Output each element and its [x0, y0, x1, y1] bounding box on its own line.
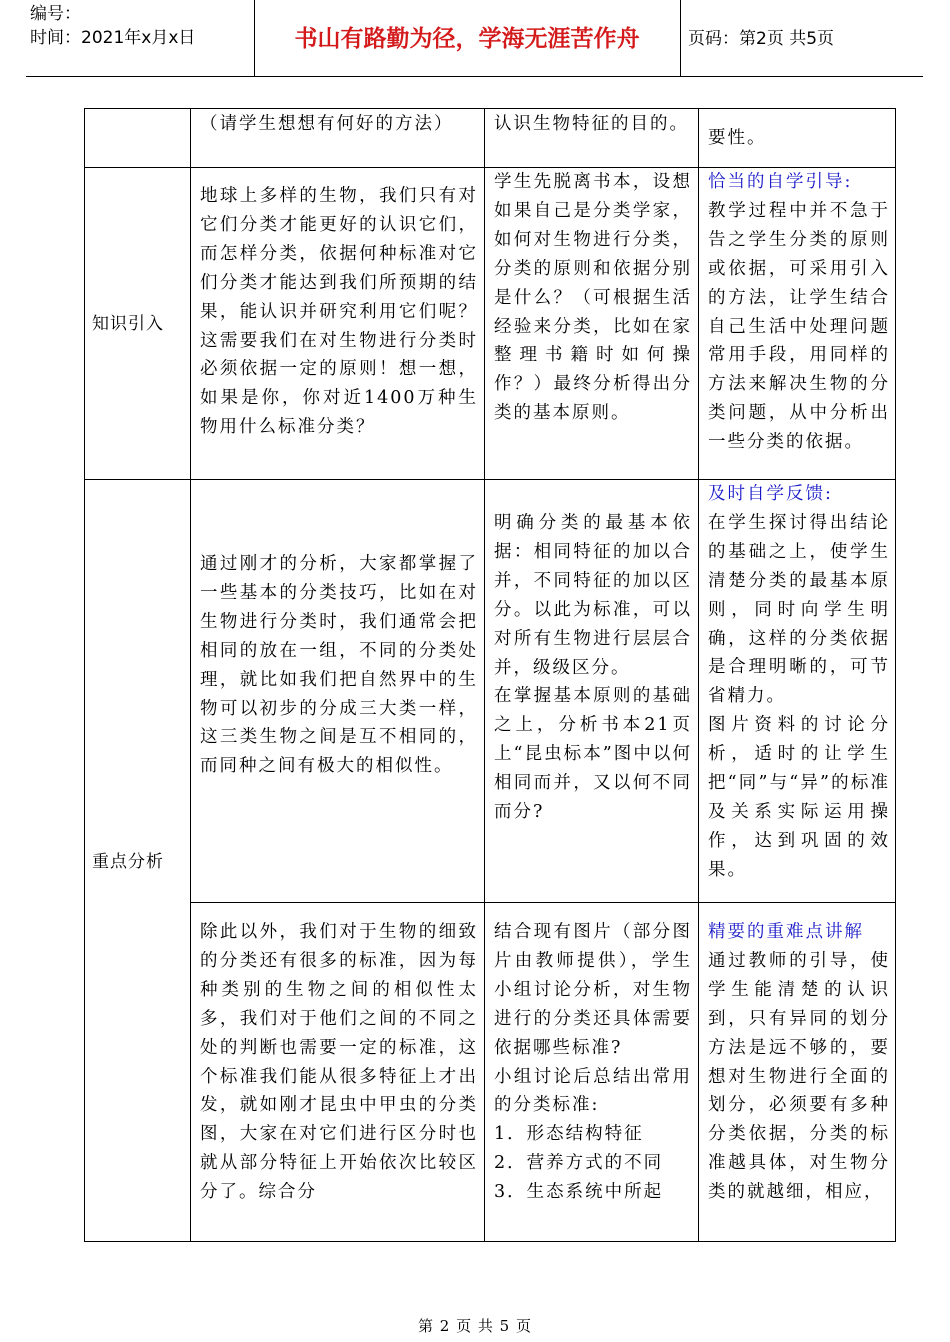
activity-focus-2-item-3: 3．生态系统中所起 — [494, 1182, 664, 1203]
cell-content-top: （请学生想想有何好的方法） — [200, 114, 454, 134]
cell-activity-top: 认识生物特征的目的。 — [494, 114, 689, 134]
lesson-plan-table — [84, 108, 896, 1242]
design-focus-1-para-1: 在学生探讨得出结论的基础之上，使学生清楚分类的最基本原则，同时向学生明确，这样的分类依据是合理明晰的，可节省精力。 — [708, 512, 890, 707]
row-label-intro: 知识引入 — [92, 314, 164, 334]
header-motto: 书山有路勤为径，学海无涯苦作舟 — [294, 26, 640, 52]
page-header — [26, 0, 923, 77]
design-focus-1-para-2: 图片资料的讨论分析，适时的让学生把“同”与“异”的标准及关系实际运用操作，达到巩固的效果。 — [708, 715, 890, 880]
header-page-info: 页码：第2页 共5页 — [688, 29, 835, 49]
design-text-intro: 教学过程中并不急于告之学生分类的原则或依据，可采用引入的方法，让学生结合自己生活中处理问题常用手段，用同样的方法来解决生物的分类问题，从中分析出一些分类的依据。 — [708, 200, 890, 453]
header-meta — [30, 2, 250, 50]
cell-activity-focus-2 — [494, 918, 692, 1236]
row-label-focus: 重点分析 — [92, 852, 164, 872]
column-divider — [698, 108, 699, 1242]
design-text-focus-2: 通过教师的引导，使学生能清楚的认识到，只有异同的划分方法是远不够的，要想对生物进行全面的划分，必须要有多种分类依据，分类的标准越具体，对生物分类的就越细，相应， — [708, 950, 890, 1203]
table-border-right — [895, 108, 896, 1242]
cell-activity-focus-1 — [494, 509, 692, 899]
activity-focus-1-para-2: 在掌握基本原则的基础之上，分析书本21页上“昆虫标本”图中以何相同而并，又以何不同而分? — [494, 686, 692, 823]
cell-content-intro: 地球上多样的生物，我们只有对它们分类才能更好的认识它们，而怎样分类，依据何种标准对它们分类才能达到我们所预期的结果，能认识并研究利用它们呢？这需要我们在对生物进行分类时必须依据一定的原则！想一想，如果是你，你对近1400万种生物用什么标准分类？ — [200, 186, 478, 438]
activity-focus-2-item-1: 1．形态结构特征 — [494, 1124, 644, 1145]
cell-design-top: 要性。 — [708, 128, 767, 148]
column-divider — [484, 108, 485, 1242]
table-border-bottom — [84, 1241, 896, 1242]
cell-content-focus-1: 通过刚才的分析，大家都掌握了一些基本的分类技巧，比如在对生物进行分类时，我们通常会把相同的放在一组，不同的分类处理，就比如我们把自然界中的生物可以初步的分成三大类一样，这三类生物之间是互不相同的，而同种之间有极大的相似性。 — [200, 554, 478, 777]
page-footer: 第 2 页 共 5 页 — [418, 1317, 532, 1335]
cell-design-focus-2 — [708, 918, 890, 1236]
activity-focus-2-item-2: 2．营养方式的不同 — [494, 1153, 664, 1174]
design-title-focus-2: 精要的重难点讲解 — [708, 922, 864, 942]
design-title-focus-1: 及时自学反馈: — [708, 484, 833, 504]
design-title-intro: 恰当的自学引导: — [708, 172, 853, 192]
activity-focus-2-para-2: 小组讨论后总结出常用的分类标准: — [494, 1066, 692, 1116]
row-divider — [190, 902, 896, 903]
document-number-label: 编号： — [30, 4, 81, 24]
document-time-label: 时间：2021年x月x日 — [30, 28, 196, 48]
column-divider — [190, 108, 191, 1242]
activity-focus-1-para-1: 明确分类的最基本依据：相同特征的加以合并，不同特征的加以区分。以此为标准，可以对所有生物进行层层合并，级级区分。 — [494, 513, 692, 678]
cell-content-focus-2: 除此以外，我们对于生物的细致的分类还有很多的标准，因为每种类别的生物之间的相似性太多，我们对于他们之间的不同之处的判断也需要一定的标准，这个标准我们能从很多特征上才出发，就如刚才昆虫中甲虫的分类图，大家在对它们进行区分时也就从部分特征上开始依次比较区分了。综合分 — [200, 922, 478, 1203]
cell-activity-intro: 学生先脱离书本，设想如果自己是分类学家，如何对生物进行分类，分类的原则和依据分别是什么？（可根据生活经验来分类，比如在家整理书籍时如何操作？）最终分析得出分类的基本原则。 — [494, 172, 692, 424]
header-divider — [254, 0, 255, 76]
cell-design-intro — [708, 168, 890, 478]
cell-design-focus-1 — [708, 480, 890, 900]
header-divider — [680, 0, 681, 76]
table-border-left — [84, 108, 85, 1242]
table-border-top — [84, 108, 896, 109]
activity-focus-2-para-1: 结合现有图片（部分图片由教师提供），学生小组讨论分析，对生物进行的分类还具体需要依据哪些标准? — [494, 922, 692, 1058]
